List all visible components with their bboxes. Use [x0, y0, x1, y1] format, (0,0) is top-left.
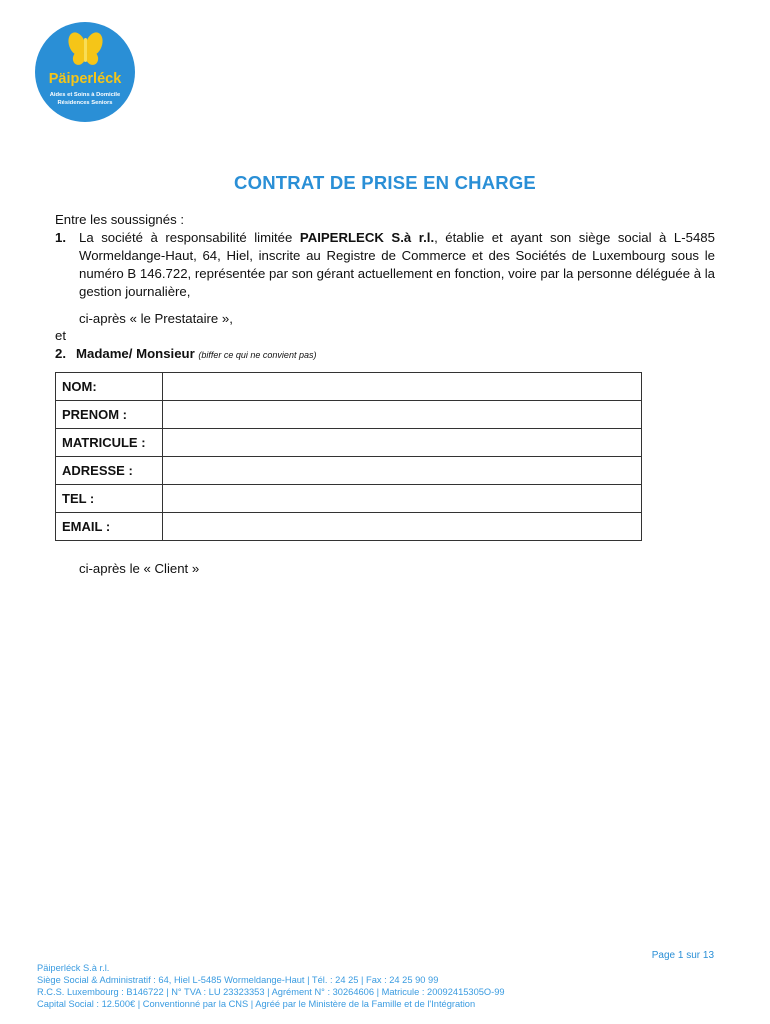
and-text: et	[55, 328, 66, 343]
company-logo	[34, 22, 136, 122]
logo-graphic	[34, 22, 136, 122]
form-row	[56, 485, 642, 513]
footer-line-2: Siège Social & Administratif : 64, Hiel L-5485 Wormeldange-Haut | Tél. : 24 25 | Fax : 24 25 90 99	[37, 975, 439, 985]
party-1-clause	[55, 229, 715, 301]
form-field-label: NOM:	[56, 373, 163, 401]
logo-tagline-2: Résidences Seniors	[57, 100, 113, 106]
form-field-value[interactable]	[163, 373, 642, 401]
footer	[37, 962, 505, 1010]
party-2-number: 2.	[55, 346, 66, 361]
form-field-value[interactable]	[163, 401, 642, 429]
form-row	[56, 373, 642, 401]
form-field-label: ADRESSE :	[56, 457, 163, 485]
footer-line-1: Päiperléck S.à r.l.	[37, 963, 110, 973]
footer-line-4: Capital Social : 12.500€ | Conventionné par la CNS | Agréé par le Ministère de la Famille et de l'Intégration	[37, 999, 476, 1009]
prestataire-designation: ci-après « le Prestataire »,	[79, 311, 233, 326]
form-row	[56, 513, 642, 541]
party-1-company: PAIPERLECK S.à r.l.	[299, 230, 435, 245]
form-row	[56, 429, 642, 457]
party-1-text-before: La société à responsabilité limitée	[79, 230, 300, 245]
client-designation: ci-après le « Client »	[79, 561, 200, 576]
party-1-number: 1.	[55, 230, 66, 245]
footer-line-3: R.C.S. Luxembourg : B146722 | N° TVA : LU 23323353 | Agrément N° : 30264606 | Matricule : 20092415305O-99	[37, 987, 505, 997]
form-field-label: EMAIL :	[56, 513, 163, 541]
logo-brand: Päiperléck	[48, 71, 122, 87]
form-row	[56, 401, 642, 429]
party-2-note: (biffer ce qui ne convient pas)	[198, 350, 317, 360]
form-field-label: PRENOM :	[56, 401, 163, 429]
page-number: Page 1 sur 13	[651, 950, 714, 961]
form-field-value[interactable]	[163, 513, 642, 541]
party-1-text-after: , établie et ayant son siège social à L-5485 Wormeldange-Haut, 64, Hiel, inscrite au Registre de Commerce et des Sociétés de Luxembourg sous le numéro B 146.722, représentée par son gérant actuellement en fonction, voire par la personne déléguée à la gestion journalière,	[79, 230, 715, 299]
logo-tagline-1: Aides et Soins à Domicile	[49, 92, 121, 98]
intro-text: Entre les soussignés :	[55, 212, 185, 227]
client-info-table	[55, 372, 642, 541]
party-1-text	[79, 229, 715, 301]
form-row	[56, 457, 642, 485]
party-2-clause	[55, 345, 316, 364]
form-field-value[interactable]	[163, 457, 642, 485]
form-field-value[interactable]	[163, 429, 642, 457]
form-field-value[interactable]	[163, 485, 642, 513]
party-2-label: Madame/ Monsieur	[76, 346, 195, 361]
document-title: CONTRAT DE PRISE EN CHARGE	[234, 172, 536, 193]
form-field-label: TEL :	[56, 485, 163, 513]
form-field-label: MATRICULE :	[56, 429, 163, 457]
